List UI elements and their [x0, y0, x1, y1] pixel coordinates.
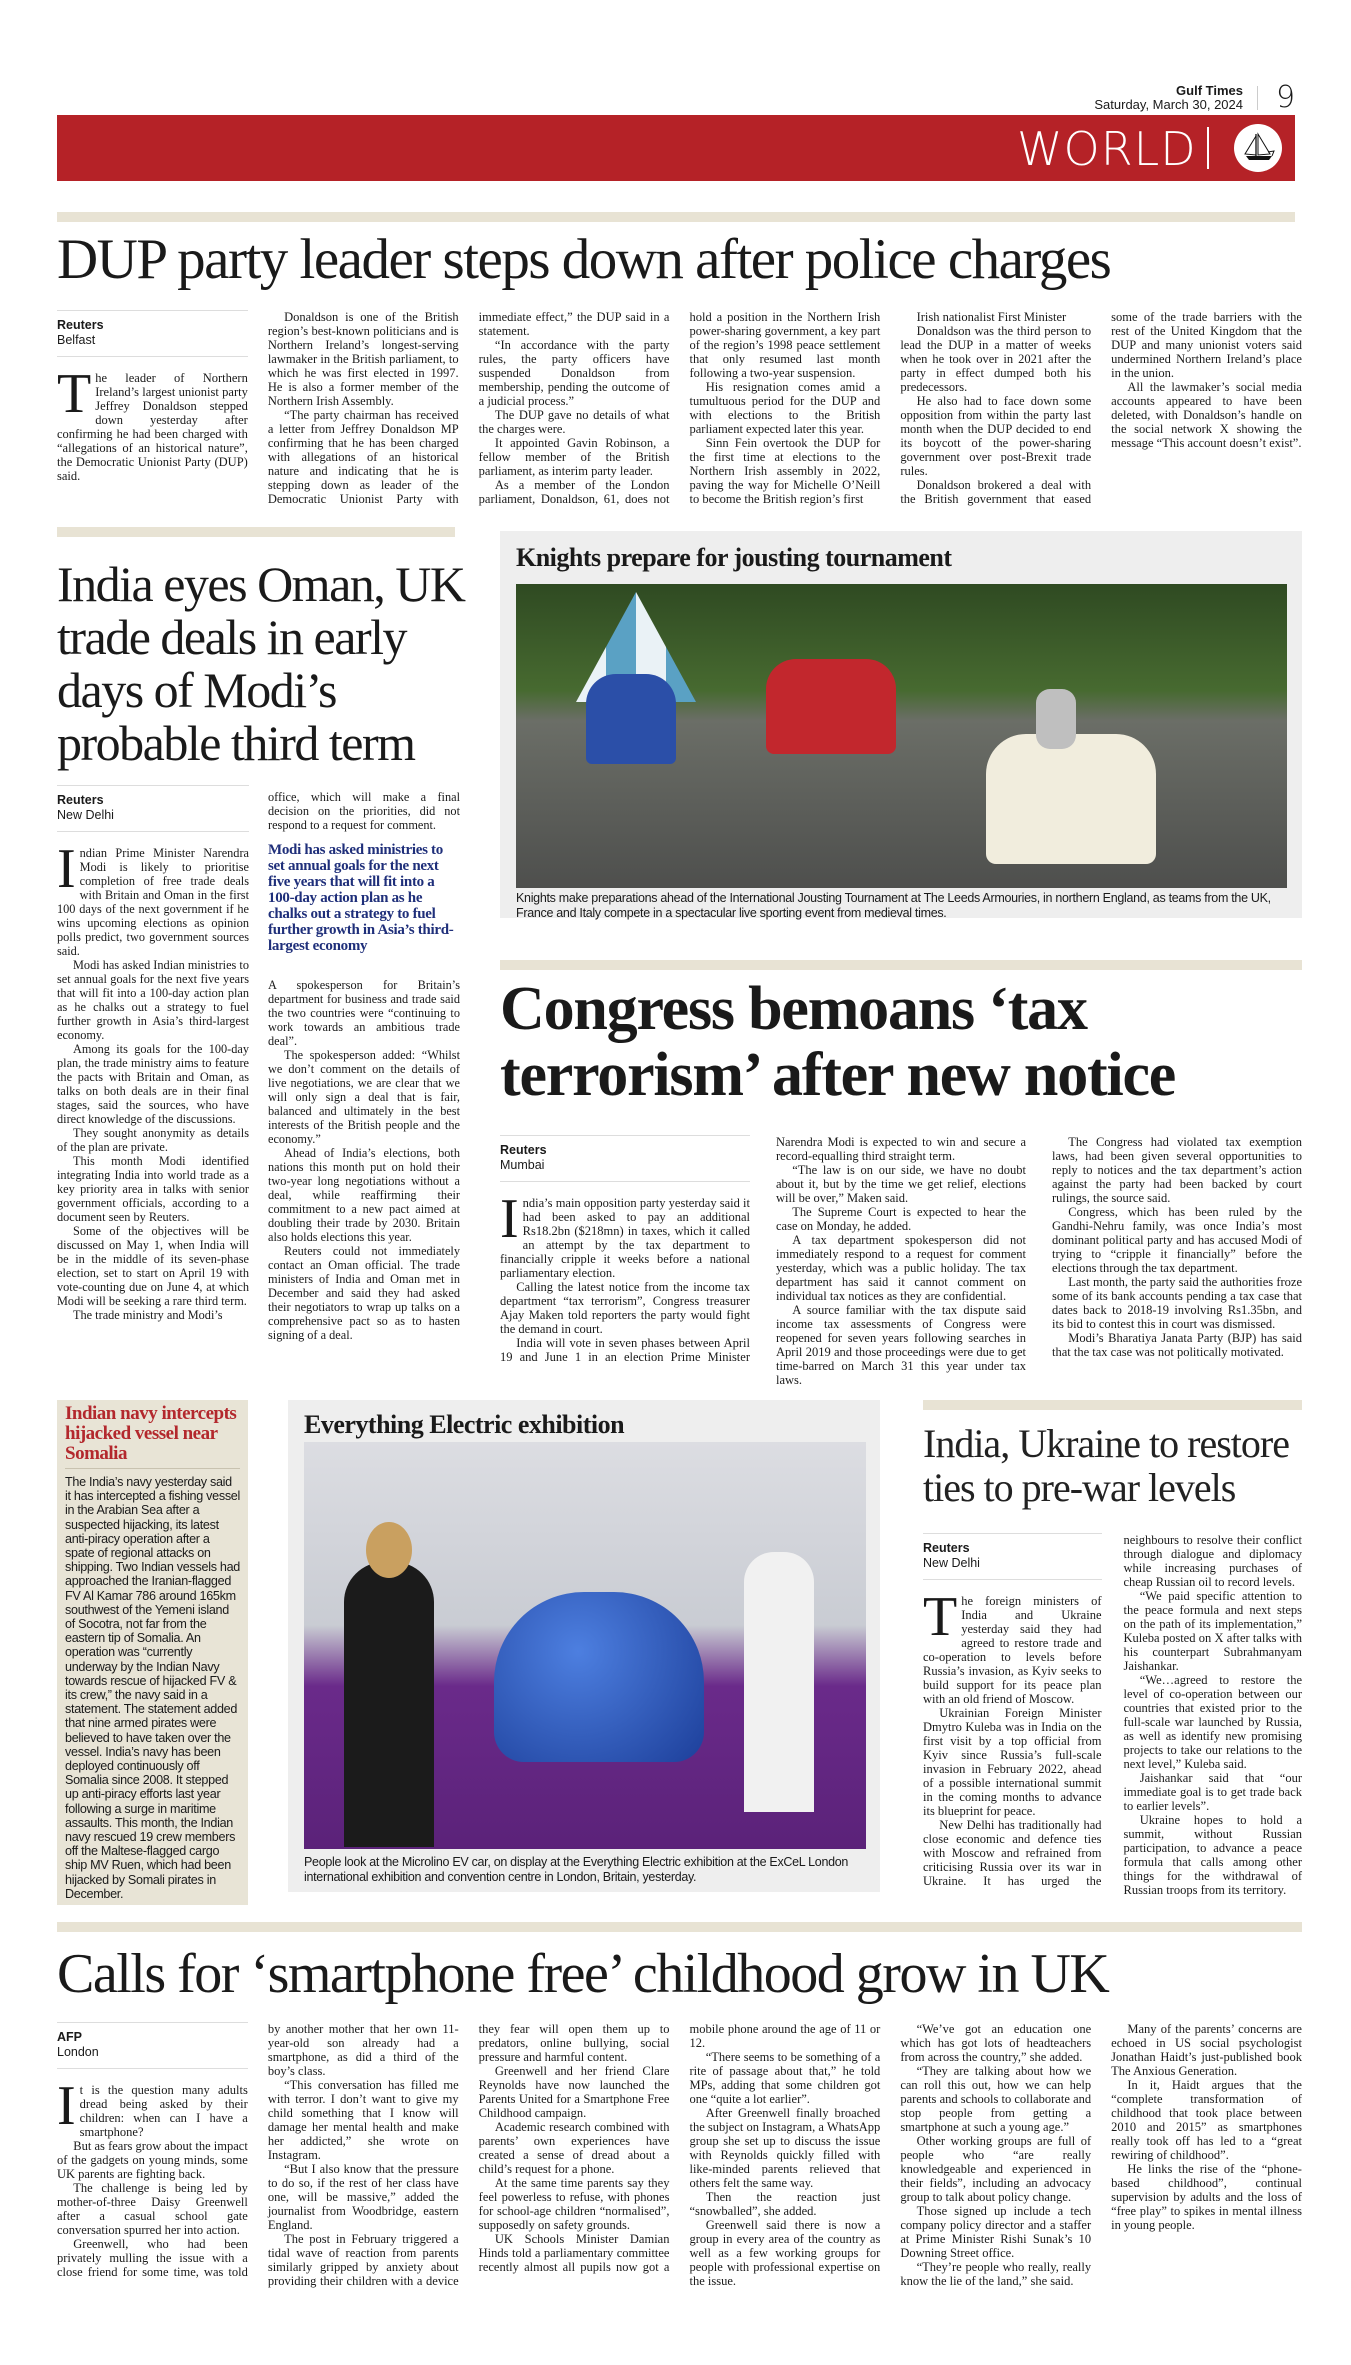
section-rule: [57, 212, 1295, 222]
sidebar-navy-brief: [57, 1400, 248, 1905]
paragraph: The DUP gave no details of what the charges were.: [478, 408, 670, 436]
brief-headline: Indian navy intercepts hijacked vessel near Somalia: [65, 1404, 240, 1469]
woman-visitor: [344, 1562, 434, 1847]
agency: Reuters: [923, 1541, 970, 1555]
headline-india-oman: India eyes Oman, UK trade deals in early days of Modi’s probable third term: [57, 556, 465, 771]
pull-quote: Modi has asked ministries to set annual goals for the next five years that will fit into a 100-day action plan as he chalks out a strategy to fuel further growth in Asia’s third-largest economy: [268, 842, 454, 954]
byline: [500, 1135, 750, 1182]
paragraph: This month Modi identified integrating India into world trade as a key priority area in talks with senior government officials, according to a document seen by Reuters.: [57, 1154, 249, 1224]
headline-smartphone: Calls for ‘smartphone free’ childhood grow in UK: [57, 1943, 1109, 2005]
paragraph: Among its goals for the 100-day plan, the trade ministry aims to feature the pacts with Britain and Oman, as talks on both deals are in their final stages, said the sources, who have direct knowledge of the discussions.: [57, 1042, 249, 1126]
paragraph: All the lawmaker’s social media accounts appeared to have been deleted, with Donaldson’s handle on the social network X showing the message “This account doesn’t exist”.: [1111, 380, 1302, 450]
knight-armour: [1036, 689, 1076, 749]
article-ukraine-body: [923, 1533, 1302, 1897]
photo-title: Knights prepare for jousting tournament: [516, 543, 952, 572]
paragraph: India’s main opposition party yesterday said it had been asked to pay an additional Rs18.2bn ($218mn) in taxes, which it called an attempt by the tax department to financially cripple it weeks before a national parliamentary election.: [500, 1188, 750, 1280]
paragraph: Irish nationalist First Minister: [916, 310, 1067, 324]
article-india-col2-body: [268, 978, 460, 1342]
byline: [57, 2022, 248, 2069]
dateline: Belfast: [57, 333, 96, 347]
paragraph: “We…agreed to restore the level of co-operation between our countries that existed prior to the full-scale war launched by Russia, as well as identify new promising projects to take our relations to the next level,” Kuleba said.: [1123, 1673, 1302, 1771]
paragraph: Academic research combined with parents’ own experiences have created a sense of dread about a child’s request for a phone.: [478, 2120, 670, 2176]
dateline: London: [57, 2045, 99, 2059]
paragraph: Modi has asked Indian ministries to set annual goals for the next five years that will fit into a 100-day action plan as he chalks out a strategy to fuel further growth in Asia’s third-largest economy.: [57, 958, 249, 1042]
paragraph: Calling the latest notice from the income tax department “tax terrorism”, Congress treasurer Ajay Maken told reporters the party would fight the demand in court.: [500, 1280, 750, 1336]
section-banner: [57, 115, 1295, 181]
dhow-boat-icon: [1234, 124, 1282, 172]
paragraph: It appointed Gavin Robinson, a fellow member of the British parliament, as interim party leader.: [478, 436, 670, 478]
paragraph: New Delhi has traditionally had close economic and defence ties with Moscow and refrained from criticising Russia over its war in Ukraine. It has urged the neighbours to resolve their conflict through dialogue and diplomacy while increasing purchases of cheap Russian oil to record levels.: [923, 1533, 1302, 1888]
paragraph: A tax department spokesperson did not immediately respond to a request for comment yesterday, which was a public holiday. The tax department has said it cannot comment on individual tax notices as they are confidential.: [776, 1233, 1026, 1303]
paragraph: Sinn Fein overtook the DUP for the first time at elections to the Northern Irish assembly in 2022, paving the way for Michelle O’Neill to become the British region’s first: [689, 436, 881, 506]
divider: [1257, 86, 1258, 110]
photo-title: Everything Electric exhibition: [304, 1410, 625, 1439]
paragraph: His resignation comes amid a tumultuous period for the DUP and with elections to the British parliament expected later this year.: [689, 380, 881, 436]
photo-caption: Knights make preparations ahead of the International Jousting Tournament at The Leeds Armouries, in northern England, as teams from the UK, France and Italy compete in a spectacular live sporting event from medieval times.: [516, 891, 1271, 920]
agency: Reuters: [57, 318, 104, 332]
paragraph: Ukrainian Foreign Minister Dmytro Kuleba was in India on the first visit by a top official from Kyiv since Russia’s full-scale invasion in February 2022, ahead of a possible international summit in the coming months to advance its blueprint for peace.: [923, 1706, 1102, 1818]
paragraph: The leader of Northern Ireland’s largest unionist party Jeffrey Donaldson stepped down yesterday after confirming he had been charged with “allegations of an historical nature”, the Democratic Unionist Party (DUP) said.: [57, 363, 248, 483]
page-number: 9: [1276, 80, 1296, 115]
dateline: New Delhi: [57, 808, 114, 822]
paragraph: Congress, which has been ruled by the Gandhi-Nehru family, was once India’s most dominant political party and has accused Modi of trying to “cripple it financially” before the elections through the tax department.: [1052, 1205, 1302, 1275]
headline-congress: Congress bemoans ‘tax terrorism’ after new notice: [500, 975, 1176, 1109]
byline: [57, 785, 249, 832]
paragraph: Many of the parents’ concerns are echoed in US social psychologist Jonathan Haidt’s just-published book The Anxious Generation.: [1111, 2022, 1302, 2078]
horse-white: [986, 734, 1156, 864]
paragraph: “We paid specific attention to the peace formula and next steps on the path of its implementation,” Kuleba posted on X after talks with his counterpart Subrahmanyam Jaishankar.: [1123, 1589, 1302, 1673]
paragraph: Greenwell and her friend Clare Reynolds have now launched the Parents United for a Smartphone Free Childhood campaign.: [478, 2064, 670, 2120]
agency: Reuters: [57, 793, 104, 807]
paragraph: As a member of the London parliament, Donaldson, 61, does not hold a position in the Northern Irish power-sharing government, a key part of the region’s 1998 peace settlement that only resumed last month following a two-year suspension.: [478, 310, 881, 506]
paragraph: Ukraine hopes to hold a summit, without Russian participation, to advance a peace formula that calls among other things for the withdrawal of Russian troops from its territory.: [1123, 1813, 1302, 1897]
paragraph: The foreign ministers of India and Ukraine yesterday said they had agreed to restore trade and co-operation to levels before Russia’s invasion, as Kyiv seeks to build support for its peace plan with an old friend of Moscow.: [923, 1586, 1102, 1706]
dateline: Mumbai: [500, 1158, 545, 1172]
brief-body: The India’s navy yesterday said it has intercepted a fishing vessel in the Arabian Sea after a suspected hijacking, its latest anti-piracy operation after a spate of regional attacks on shipping. Two Indian vessels had approached the Iranian-flagged FV Al Kamar 786 around 165km southwest of the Yemeni island of Socotra, not far from the eastern tip of Somalia. An operation was “currently underway by the Indian Navy towards rescue of hijacked FV & its crew,” the navy said in a statement. The statement added that nine armed pirates were believed to have taken over the vessel. India’s navy has been deployed continuously off Somalia since 2008. It stepped up anti-piracy efforts last year following a surge in maritime assaults. This month, the Indian navy rescued 19 crew members off the Maltese-flagged cargo ship MV Ruen, which had been hijacked by Somali pirates in December.: [65, 1475, 241, 1901]
photo-caption: People look at the Microlino EV car, on display at the Everything Electric exhibition at the ExCeL London international exhibition and convention centre in London, Britain, yesterday.: [304, 1855, 849, 1884]
paragraph: India will vote in seven phases between April 19 and June 1 in an election Prime Minister Narendra Modi is expected to win and secure a record-equalling third straight term.: [500, 1135, 1026, 1364]
agency: Reuters: [500, 1143, 547, 1157]
byline: [57, 310, 248, 357]
paragraph: After Greenwell finally broached the subject on Instagram, a WhatsApp group she set up to discuss the issue with Reynolds quickly filled with like-minded parents relieved that others felt the same way.: [689, 2106, 881, 2190]
article-congress-body: [500, 1135, 1302, 1387]
paragraph: Donaldson brokered a deal with the British government that eased some of the trade barriers with the rest of the United Kingdom that the DUP and many unionist voters said undermined Northern Ireland’s place in the union.: [900, 310, 1302, 506]
paragraph: Other working groups are full of people who “are really knowledgeable and experienced in their fields”, including an advocacy group to talk about policy change.: [900, 2134, 1092, 2204]
paragraph: “The party chairman has received a letter from Jeffrey Donaldson MP confirming that he has been charged with allegations of an historical nature and indicating that he is stepping down as leader of the Democratic Unionist Party with immediate effect,” the DUP said in a statement.: [267, 310, 670, 506]
section-rule: [57, 527, 455, 537]
paragraph: Those signed up include a tech company policy director and a staffer at Prime Minister Rishi Sunak’s 10 Downing Street office.: [900, 2204, 1092, 2260]
headline-dup: DUP party leader steps down after police charges: [57, 228, 1111, 291]
paragraph: Donaldson is one of the British region’s best-known politicians and is Northern Ireland’s longest-serving lawmaker in the British parliament, to which he was first elected in 1997. He is also a former member of the Northern Irish Assembly.: [267, 310, 459, 408]
paragraph: Jaishankar said that “our immediate goal is to get trade back to earlier levels”.: [1123, 1771, 1302, 1813]
masthead-meta: [1094, 84, 1243, 112]
paragraph: The challenge is being led by mother-of-three Daisy Greenwell after a casual school gate conversation spurred her into action.: [57, 2181, 248, 2237]
dateline: New Delhi: [923, 1556, 980, 1570]
paragraph: “There seems to be something of a rite of passage about that,” he told MPs, adding that some children got one “quite a lot earlier”.: [689, 2050, 881, 2106]
section-title: WORLD: [1017, 122, 1197, 176]
paragraph: “They’re people who really, really know the lie of the land,” she said.: [900, 2260, 1092, 2288]
paragraph: He also had to face down some opposition from within the party last month when the DUP decided to end its boycott of the power-sharing government over post-Brexit trade rules.: [900, 394, 1092, 478]
photo-feature-electric: [288, 1400, 880, 1892]
paragraph: office, which will make a final decision on the priorities, did not respond to a request for comment.: [268, 790, 460, 832]
horse-blue: [586, 674, 676, 764]
article-smartphone-body: [57, 2022, 1302, 2288]
section-rule: [500, 960, 1302, 970]
issue-date: Saturday, March 30, 2024: [1094, 97, 1243, 112]
paragraph: A source familiar with the tax dispute said income tax assessments of Congress were reopened for seven years following searches in April 2019 and those proceedings were due to get time-barred on March 31 this year under tax laws.: [776, 1303, 1026, 1387]
paragraph: Greenwell, who had been privately mulling the issue with a close friend for some time, was told by another mother that her own 11-year-old son already had a smartphone, as did a third of the boy’s class.: [57, 2022, 459, 2279]
paragraph: Donaldson was the third person to lead the DUP in a matter of weeks when he took over in 2021 after the party in effect dumped both his predecessors.: [900, 324, 1092, 394]
article-dup-body: [57, 310, 1302, 506]
paragraph: The Congress had violated tax exemption laws, had been given several opportunities to reply to notices and the tax department’s action against the party had been backed by court rulings, the source said.: [1052, 1135, 1302, 1205]
paragraph: The spokesperson added: “Whilst we don’t comment on the details of live negotiations, we are clear that we will only sign a deal that is fair, balanced and ultimately in the best interests of the British people and the economy.”: [268, 1048, 460, 1146]
paragraph: Greenwell said there is now a group in every area of the country as well as a few working groups for people with professional expertise on the issue.: [689, 2218, 881, 2288]
paragraph: Modi’s Bharatiya Janata Party (BJP) has said that the tax case was not politically motivated.: [1052, 1331, 1302, 1359]
paragraph: Then the reaction just “snowballed”, she added.: [689, 2190, 881, 2218]
article-india-col2: [268, 790, 460, 1342]
photo-feature-knights: [500, 531, 1302, 918]
section-rule: [57, 1922, 1302, 1932]
paragraph: “This conversation has filled me with terror. I don’t want to give my child something that I know will damage her mental health and make her addicted,” she wrote on Instagram.: [267, 2078, 459, 2162]
paragraph: The Supreme Court is expected to hear the case on Monday, he added.: [776, 1205, 1026, 1233]
paragraph: The trade ministry and Modi’s: [72, 1308, 223, 1322]
paragraph: But as fears grow about the impact of the gadgets on young minds, some UK parents are fighting back.: [57, 2139, 248, 2181]
paragraph: Indian Prime Minister Narendra Modi is likely to prioritise completion of free trade deals with Britain and Oman in the first 100 days of the next government if he wins upcoming elections as opinion polls predict, two government sources said.: [57, 838, 249, 958]
paragraph: Ahead of India’s elections, both nations this month put on hold their two-year long negotiations without a deal, while reaffirming their commitment to a new pact aimed at doubling their trade by 2030. Britain also holds elections this year.: [268, 1146, 460, 1244]
paragraph: They sought anonymity as details of the plan are private.: [57, 1126, 249, 1154]
divider: [1207, 127, 1209, 169]
agency: AFP: [57, 2030, 82, 2044]
paragraph: “They are talking about how we can roll this out, how we can help parents and schools to collaborate and stop people from getting a smartphone at such a young age.”: [900, 2064, 1092, 2134]
paragraph: At the same time parents say they feel powerless to refuse, with phones for school-age children “normalised”, supposedly on safety grounds.: [478, 2176, 670, 2232]
photo-jousting-knights: [516, 584, 1287, 888]
paragraph: He links the rise of the “phone-based childhood”, continual supervision by adults and the loss of “free play” to spikes in mental illness in young people.: [1111, 2162, 1302, 2232]
byline: [923, 1533, 1102, 1580]
paragraph: Reuters could not immediately contact an Oman official. The trade ministers of India and Oman met in December and said they had asked their negotiators to wrap up talks on a comprehensive pact so as to hasten signing of a deal.: [268, 1244, 460, 1342]
paper-name: Gulf Times: [1176, 83, 1243, 98]
paragraph: It is the question many adults dread being asked by their children: when can I have a smartphone?: [57, 2075, 248, 2139]
horse-red: [766, 659, 896, 754]
man-visitor: [744, 1552, 814, 1812]
paragraph: Some of the objectives will be discussed on May 1, when India will be in the middle of its seven-phase election, set to start on April 19 with vote-counting due on June 4, at which Modi will be seeking a rare third term.: [57, 1224, 249, 1308]
paragraph: The post in February triggered a tidal wave of reaction from parents similarly gripped by anxiety about providing their children with a device they fear will open them up to predators, online bullying, social pressure and harmful content.: [267, 2022, 670, 2288]
paragraph: UK Schools Minister Damian Hinds told a parliamentary committee recently almost all pupils now got a mobile phone around the age of 11 or 12.: [478, 2022, 881, 2274]
paragraph: “The law is on our side, we have no doubt about it, but by the time we get relief, elections will be over,” Maken said.: [776, 1163, 1026, 1205]
paragraph: “We’ve got an education one which has got lots of headteachers from across the country,” she added.: [900, 2022, 1092, 2064]
headline-ukraine: India, Ukraine to restore ties to pre-war levels: [923, 1421, 1289, 1510]
car: [494, 1592, 704, 1762]
paragraph: A spokesperson for Britain’s department for business and trade said the two countries were “continuing to work towards an ambitious trade deal”.: [268, 978, 460, 1048]
paragraph: In it, Haidt argues that the “complete transformation of childhood that took place between 2010 and 2015” as smartphones really took off has led to a “great rewiring of childhood”.: [1111, 2078, 1302, 2162]
visitor-head: [366, 1522, 412, 1578]
photo-microlino-car: [304, 1442, 866, 1849]
article-india-col1: [57, 785, 249, 1322]
section-rule: [923, 1400, 1302, 1410]
paragraph: “But I also know that the pressure to do so, if the rest of her class have one, will be massive,” added the journalist from Woodbridge, eastern England.: [267, 2162, 459, 2232]
paragraph: “In accordance with the party rules, the party officers have suspended Donaldson from membership, pending the outcome of a judicial process.”: [478, 338, 670, 408]
paragraph: Last month, the party said the authorities froze some of its bank accounts pending a tax case that dates back to 2018-19 involving Rs1.35bn, and its bid to contest this in court was dismissed.: [1052, 1275, 1302, 1331]
